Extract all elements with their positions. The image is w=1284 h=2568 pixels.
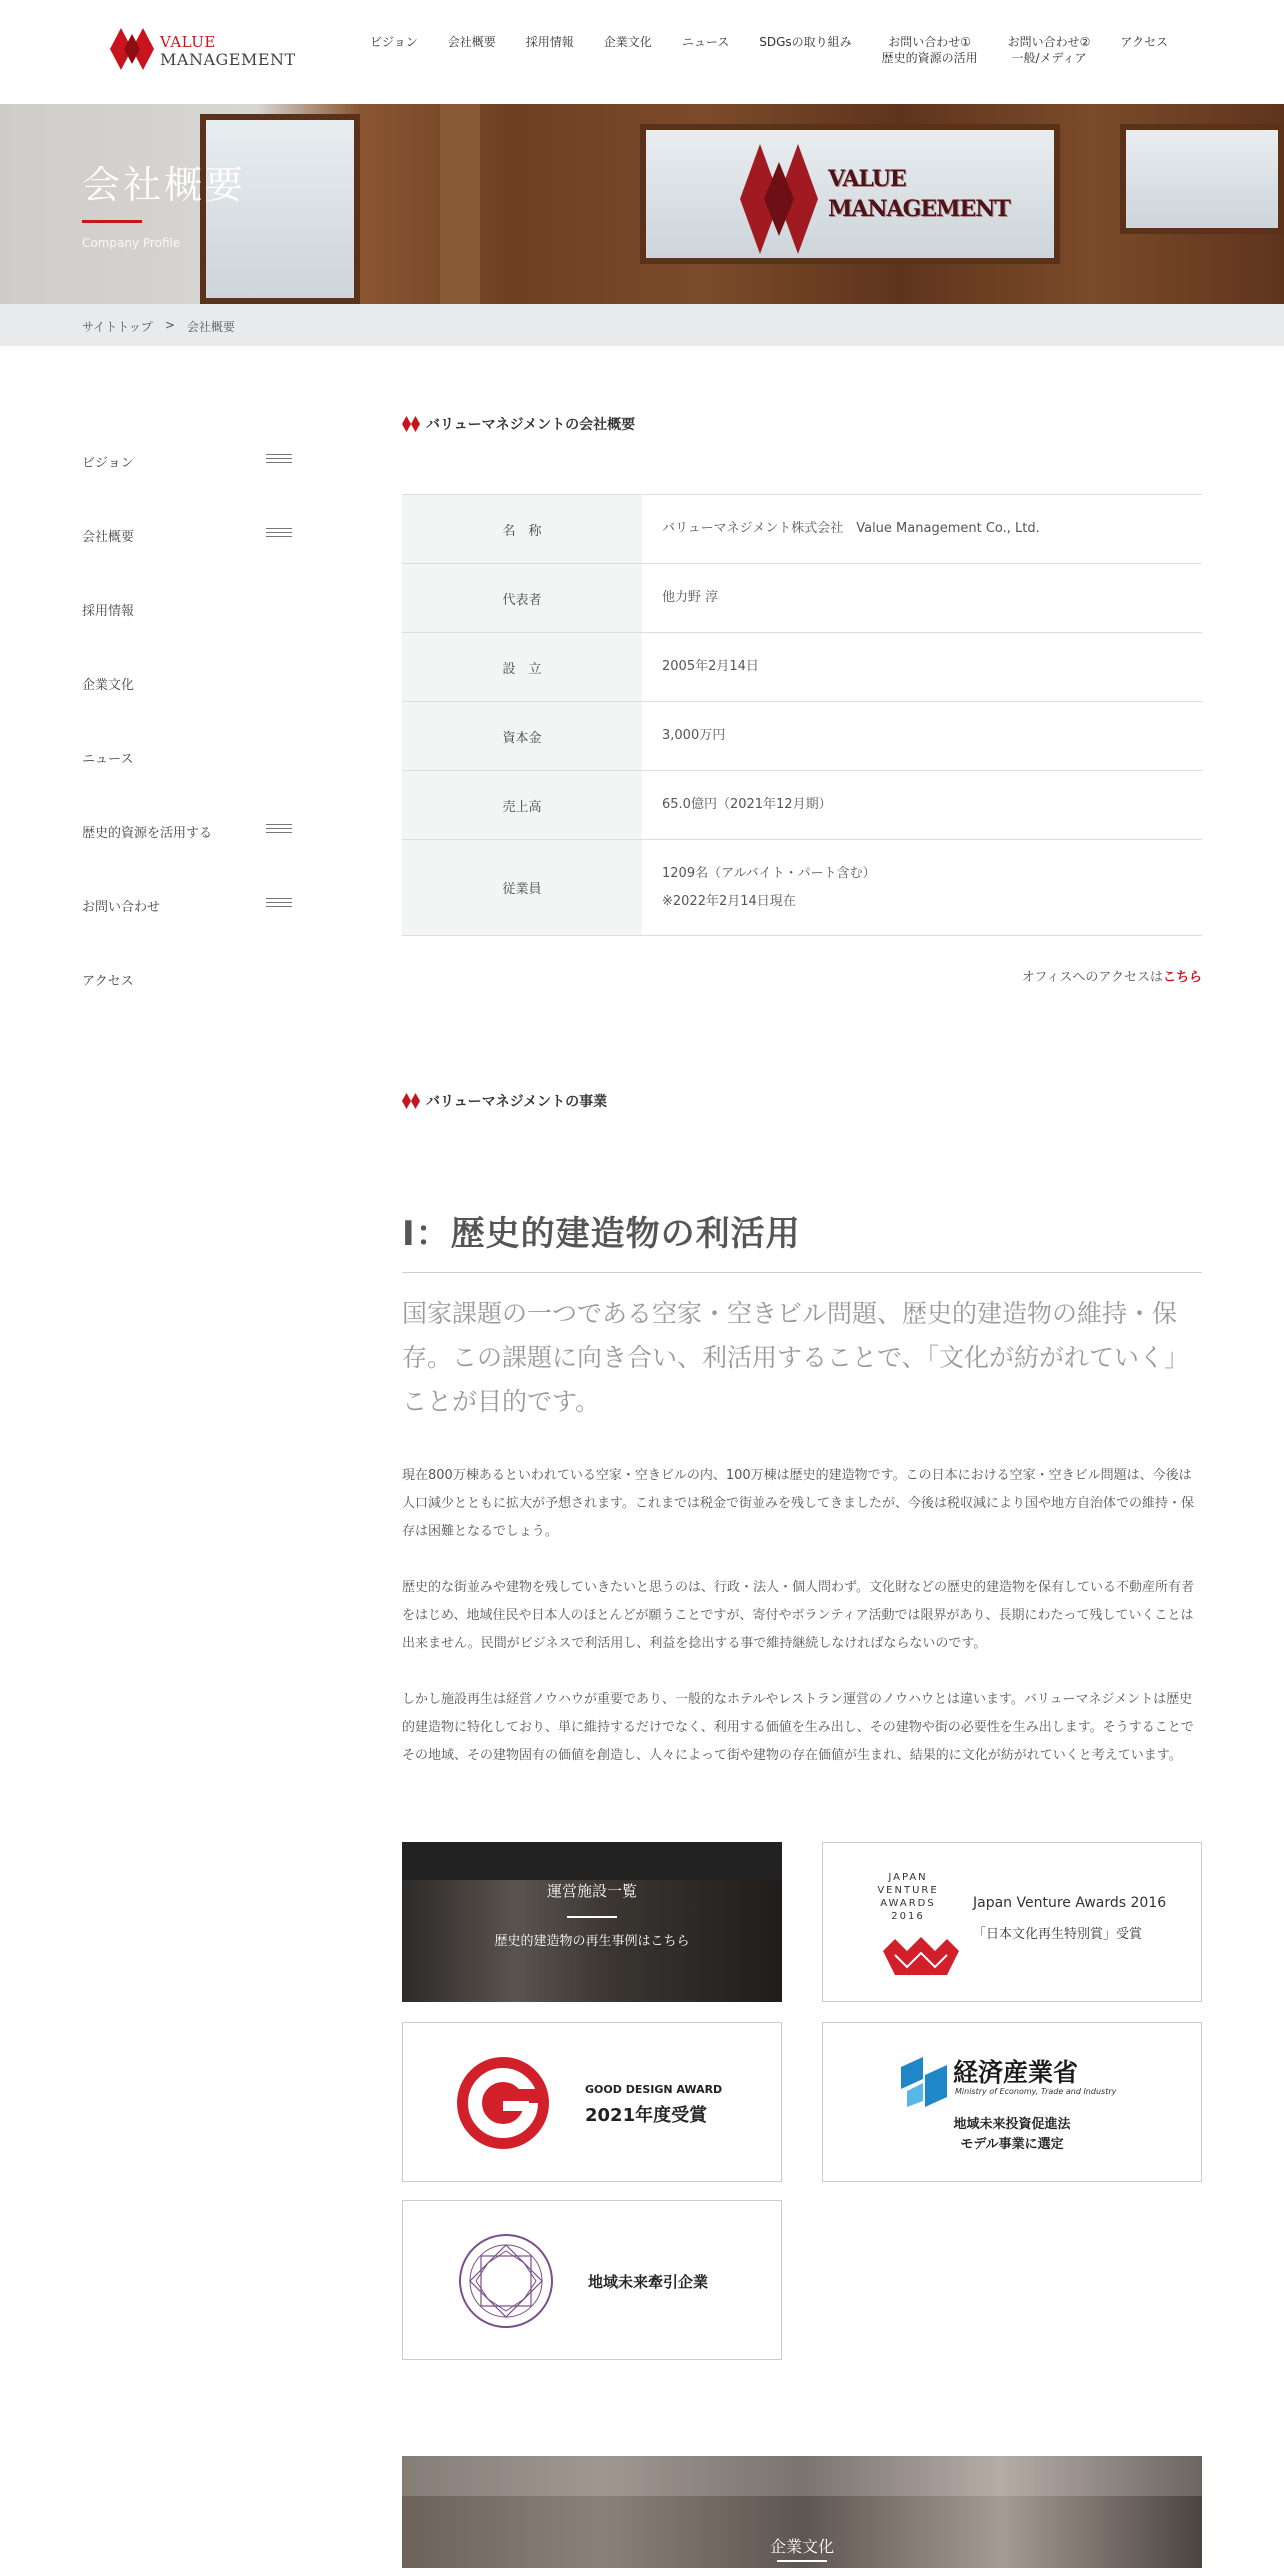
business-lead: 国家課題の一つである空家・空きビル問題、歴史的建造物の維持・保存。この課題に向き合い、利活用することで、「文化が紡がれていく」ことが目的です。 xyxy=(402,1299,1190,1416)
sidebar-item-label: アクセス xyxy=(82,974,134,989)
table-key: 従業員 xyxy=(402,840,642,935)
sidebar-item-label: 会社概要 xyxy=(82,530,135,545)
nav-sdgs[interactable]: SDGsの取り組み xyxy=(759,35,852,49)
facilities-card-subtitle: 歴史的建造物の再生事例はこちら xyxy=(494,1934,690,1949)
good-design-g-icon xyxy=(455,2055,551,2151)
award-card-jva[interactable] xyxy=(822,1842,1202,2002)
sidebar-item-label: 企業文化 xyxy=(82,678,135,693)
table-row xyxy=(402,840,1202,936)
table-row xyxy=(402,702,1202,771)
award-card-meti[interactable] xyxy=(822,2022,1202,2182)
table-row xyxy=(402,771,1202,840)
card-underline xyxy=(567,1916,617,1918)
business-paragraph: 歴史的な街並みや建物を残していきたいと思うのは、行政・法人・個人問わず。文化財などの歴史的建造物を保有している不動産所有者をはじめ、地域住民や日本人のほとんどが願うことですが、寄付やボランティア活動では限界があり、長期にわたって残していくことは出来ません。民間がビジネスで利活用し、利益を捻出する事で維持継続しなければならないのです。 xyxy=(402,1580,1194,1651)
table-value: 65.0億円（2021年12月期） xyxy=(662,797,832,812)
jva-line2: 「日本文化再生特別賞」受賞 xyxy=(973,1927,1143,1942)
sidebar-item-contact[interactable] xyxy=(82,884,292,958)
expand-menu-icon[interactable] xyxy=(266,454,292,464)
table-value: 2005年2月14日 xyxy=(662,659,759,674)
hero-sign-mark-icon xyxy=(740,144,820,254)
hero-door-frame xyxy=(440,104,480,304)
business-paragraph: しかし施設再生は経営ノウハウが重要であり、一般的なホテルやレストラン運営のノウハウとは違います。バリューマネジメントは歴史的建造物に特化しており、単に維持するだけでなく、利用する価値を生み出し、その建物や街の必要性を生み出します。そうすることでその地域、その建物固有の価値を創造し、人々によって街や建物の存在価値が生まれ、結果的に文化が紡がれていくと考えています。 xyxy=(402,1692,1194,1763)
table-value: 他力野 淳 xyxy=(662,590,719,605)
page-title: 会社概要 xyxy=(82,163,247,207)
nav-contact-general[interactable]: お問い合わせ② 一般/メディア xyxy=(1007,35,1091,65)
expand-menu-icon[interactable] xyxy=(266,898,292,908)
sidebar-item-label: お問い合わせ xyxy=(82,900,161,915)
sidebar-item-culture[interactable] xyxy=(82,662,292,736)
table-value: 1209名（アルバイト・パート含む） ※2022年2月14日現在 xyxy=(662,865,876,909)
section-heading: バリューマネジメントの会社概要 xyxy=(402,414,635,434)
title-underline xyxy=(82,220,142,223)
roof-shape xyxy=(402,1842,782,1880)
table-key: 名 称 xyxy=(402,495,642,563)
table-key: 代表者 xyxy=(402,564,642,632)
nav-news[interactable]: ニュース xyxy=(681,35,730,49)
sidebar-nav xyxy=(82,440,292,1032)
award-card-regional[interactable] xyxy=(402,2200,782,2360)
regional-leader-emblem-icon xyxy=(458,2233,554,2329)
breadcrumb-home[interactable]: サイトトップ xyxy=(82,320,153,334)
logo-mark-icon xyxy=(110,28,156,70)
table-row xyxy=(402,495,1202,564)
nav-vision[interactable]: ビジョン xyxy=(370,35,418,49)
hero-glass-panel xyxy=(200,114,360,304)
table-key: 売上高 xyxy=(402,771,642,839)
banner-window-light xyxy=(402,2456,1202,2496)
global-nav xyxy=(370,34,1168,74)
section-heading: バリューマネジメントの事業 xyxy=(402,1091,607,1111)
table-value: 3,000万円 xyxy=(662,728,726,743)
nav-recruit[interactable]: 採用情報 xyxy=(525,35,574,49)
breadcrumb-separator: > xyxy=(164,318,175,332)
facilities-card[interactable] xyxy=(402,1842,782,2002)
expand-menu-icon[interactable] xyxy=(266,528,292,538)
sidebar-item-label: ニュース xyxy=(82,752,134,767)
jva-line1: Japan Venture Awards 2016 xyxy=(973,1895,1167,1911)
jva-crest-icon xyxy=(883,1933,959,1975)
sidebar-item-label: 歴史的資源を活用する xyxy=(82,826,213,841)
table-row xyxy=(402,564,1202,633)
page-subtitle: Company Profile xyxy=(82,236,181,250)
office-access-link[interactable]: こちら xyxy=(1162,970,1202,985)
card-underline xyxy=(777,2560,827,2562)
meti-name-en: Ministry of Economy, Trade and Industry xyxy=(955,2087,1117,2096)
nav-contact-historic[interactable]: お問い合わせ① 歴史的資源の活用 xyxy=(881,35,978,65)
expand-menu-icon[interactable] xyxy=(266,824,292,834)
nav-company[interactable]: 会社概要 xyxy=(447,35,496,49)
brand-diamond-icon xyxy=(402,416,420,432)
logo-wordmark xyxy=(160,34,296,68)
facilities-card-title: 運営施設一覧 xyxy=(546,1882,637,1900)
nav-culture[interactable]: 企業文化 xyxy=(603,35,652,49)
logo-line1: VALUE xyxy=(160,33,216,51)
logo-line2: MANAGEMENT xyxy=(160,50,296,69)
business-paragraph: 現在800万棟あるといわれている空家・空きビルの内、100万棟は歴史的建造物です。この日本における空家・空きビル問題は、今後は人口減少とともに拡大が予想されます。これまでは税金で街並みを残してきましたが、今後は税収減により国や地方自治体での維持・保存は困難となるでしょう。 xyxy=(402,1468,1194,1539)
business-title: Ⅰ：歴史的建造物の利活用 xyxy=(402,1214,801,1254)
gda-line2: 2021年度受賞 xyxy=(585,2105,708,2126)
divider xyxy=(402,1272,1202,1273)
site-header xyxy=(0,0,1284,104)
sidebar-item-recruit[interactable] xyxy=(82,588,292,662)
sidebar-item-company[interactable] xyxy=(82,514,292,588)
culture-title: 企業文化 xyxy=(769,2537,834,2556)
jva-logo-text: JAPAN VENTURE AWARDS 2016 xyxy=(877,1872,939,1922)
table-row xyxy=(402,633,1202,702)
table-key: 資本金 xyxy=(402,702,642,770)
table-value: バリューマネジメント株式会社 Value Management Co., Ltd. xyxy=(662,521,1040,536)
table-key: 設 立 xyxy=(402,633,642,701)
hero-sign-text: VALUE MANAGEMENT xyxy=(828,166,1010,222)
sidebar-item-vision[interactable] xyxy=(82,440,292,514)
culture-banner[interactable] xyxy=(402,2456,1202,2568)
sidebar-item-label: ビジョン xyxy=(82,456,134,471)
page-hero xyxy=(0,104,1284,304)
award-card-gda[interactable] xyxy=(402,2022,782,2182)
meti-caption: 地域未来投資促進法 モデル事業に選定 xyxy=(953,2117,1071,2152)
nav-access[interactable]: アクセス xyxy=(1120,35,1169,49)
hero-glass-panel xyxy=(1120,124,1284,234)
sidebar-item-news[interactable] xyxy=(82,736,292,810)
sidebar-item-historic[interactable] xyxy=(82,810,292,884)
gda-line1: GOOD DESIGN AWARD xyxy=(585,2083,723,2096)
brand-diamond-icon xyxy=(402,1093,420,1109)
meti-name: 経済産業省 xyxy=(953,2058,1079,2087)
site-logo[interactable] xyxy=(110,24,296,74)
sidebar-item-access[interactable] xyxy=(82,958,292,1032)
company-info-table xyxy=(402,494,1202,936)
breadcrumb-current: 会社概要 xyxy=(186,320,235,334)
office-access-note: オフィスへのアクセスはこちら xyxy=(1021,970,1202,985)
sidebar-item-label: 採用情報 xyxy=(82,604,135,619)
meti-logo-icon xyxy=(901,2057,947,2107)
regional-label: 地域未来牽引企業 xyxy=(588,2273,709,2291)
breadcrumb xyxy=(0,304,1284,346)
